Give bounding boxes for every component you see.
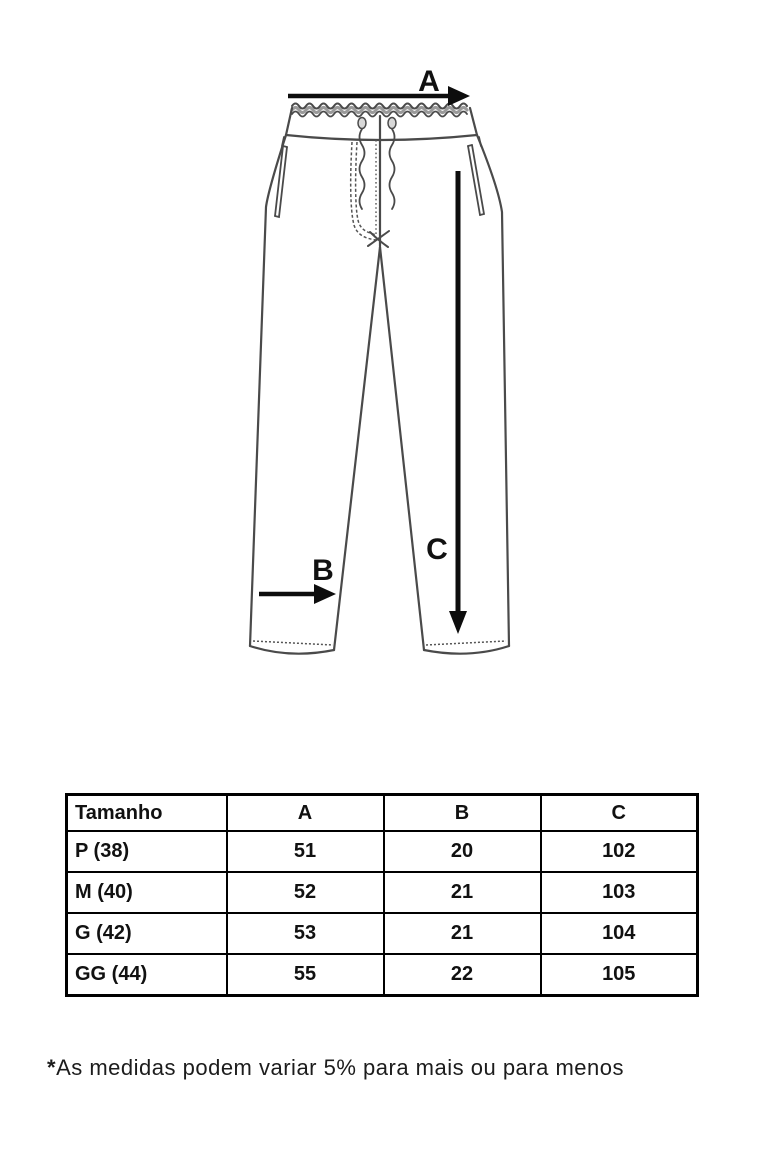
- hem-stitch-left: [253, 641, 333, 645]
- header-cell-b: B: [384, 795, 541, 832]
- table-header-row: [67, 795, 698, 832]
- footnote-asterisk: *: [47, 1055, 57, 1080]
- size-table: [65, 793, 699, 997]
- table-cell: 55: [227, 954, 384, 996]
- hem-stitch-right: [426, 641, 506, 645]
- table-row: [67, 913, 698, 954]
- drawstring: [351, 118, 396, 248]
- pants-outline: [250, 116, 509, 654]
- table-cell: 105: [541, 954, 698, 996]
- table-cell: 104: [541, 913, 698, 954]
- table-row: [67, 831, 698, 872]
- waistband: [282, 104, 481, 147]
- measure-label-c: C: [426, 533, 448, 566]
- footnote: [47, 1055, 747, 1081]
- table-cell: 21: [384, 913, 541, 954]
- measure-arrow-c: [449, 171, 467, 634]
- footnote-text: As medidas podem variar 5% para mais ou para menos: [56, 1055, 624, 1080]
- table-cell: 20: [384, 831, 541, 872]
- header-cell-c: C: [541, 795, 698, 832]
- table-cell: 51: [227, 831, 384, 872]
- table-row: [67, 872, 698, 913]
- pocket-right: [468, 145, 484, 215]
- table-row: [67, 954, 698, 996]
- table-cell: 22: [384, 954, 541, 996]
- table-cell: P (38): [67, 831, 227, 872]
- table-cell: GG (44): [67, 954, 227, 996]
- table-cell: M (40): [67, 872, 227, 913]
- table-cell: 21: [384, 872, 541, 913]
- header-cell-tamanho: Tamanho: [67, 795, 227, 832]
- table-cell: 52: [227, 872, 384, 913]
- header-cell-a: A: [227, 795, 384, 832]
- table-cell: 103: [541, 872, 698, 913]
- table-cell: G (42): [67, 913, 227, 954]
- table-cell: 53: [227, 913, 384, 954]
- table-cell: 102: [541, 831, 698, 872]
- measure-label-b: B: [312, 554, 334, 587]
- measure-label-a: A: [418, 65, 440, 98]
- measure-arrow-b: [259, 584, 336, 604]
- pocket-left: [275, 146, 287, 217]
